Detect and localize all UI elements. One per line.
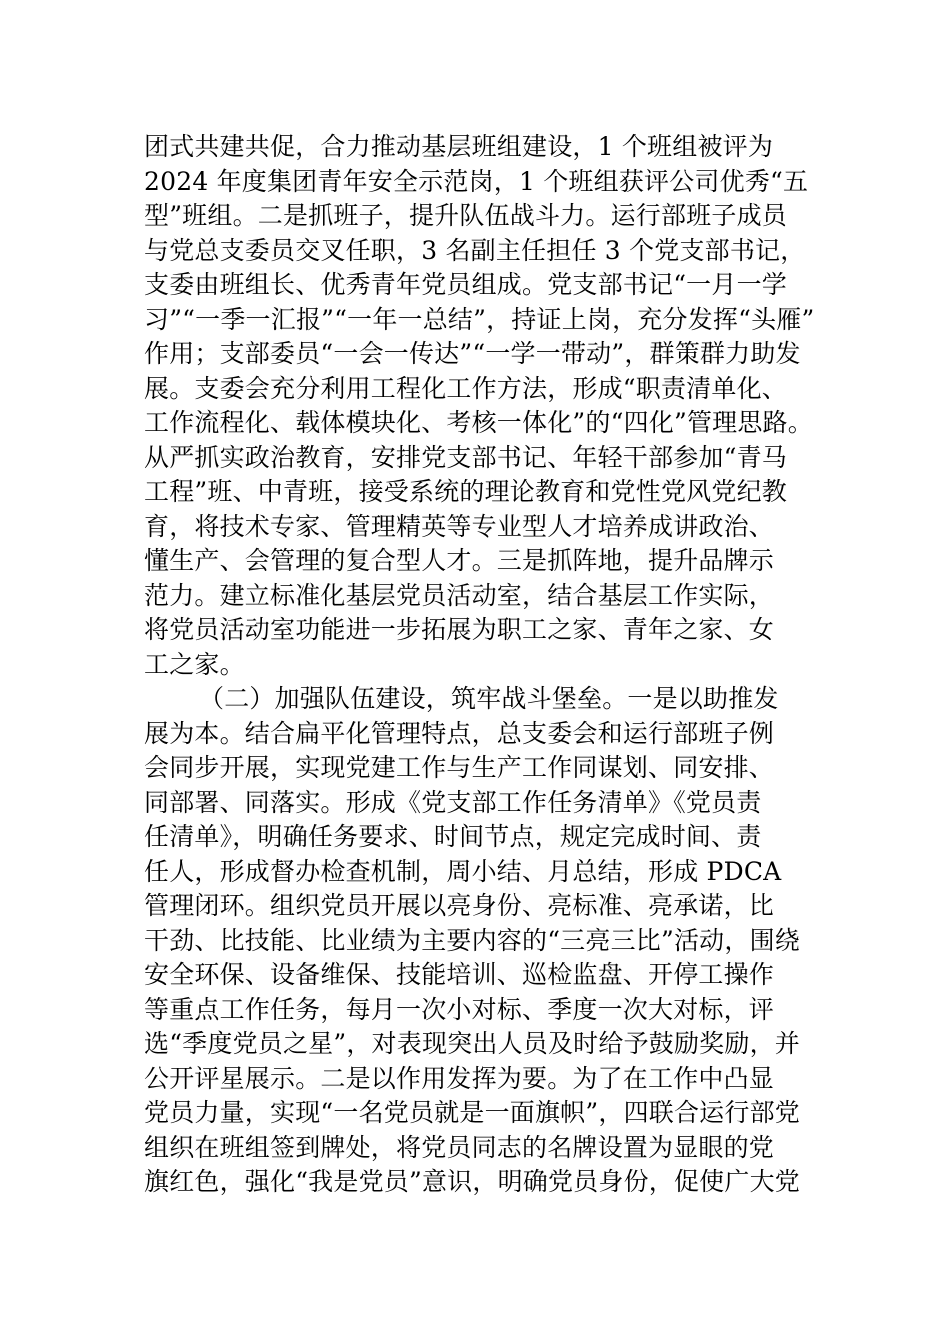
text-line: 任人，形成督办检查机制，周小结、月总结，形成 PDCA	[144, 856, 782, 886]
body-text	[144, 130, 824, 1200]
text-line: 将党员活动室功能进一步拓展为职工之家、青年之家、女	[144, 615, 775, 644]
text-line: 旗红色，强化“我是党员”意识，明确党员身份，促使广大党	[144, 1167, 800, 1196]
text-line: 任清单》，明确任务要求、时间节点，规定完成时间、责	[144, 822, 762, 851]
text-line: 党员力量，实现“一名党员就是一面旗帜”，四联合运行部党	[144, 1098, 800, 1127]
text-line: 懂生产、会管理的复合型人才。三是抓阵地，提升品牌示	[144, 546, 775, 575]
text-line: 工之家。	[144, 649, 245, 679]
text-line: 习”“一季一汇报”“一年一总结”，持证上岗，充分发挥“头雁”	[144, 304, 815, 334]
text-line: 等重点工作任务，每月一次小对标、季度一次大对标，评	[144, 994, 775, 1024]
text-line: 从严抓实政治教育，安排党支部书记、年轻干部参加“青马	[144, 442, 787, 472]
text-line: 展为本。结合扁平化管理特点，总支委会和运行部班子例	[144, 718, 775, 748]
text-line: 同部署、同落实。形成《党支部工作任务清单》《党员责	[144, 787, 762, 817]
text-line: 会同步开展，实现党建工作与生产工作同谋划、同安排、	[144, 753, 775, 782]
section-heading-line: （二）加强队伍建设，筑牢战斗堡垒。一是以助推发	[199, 684, 779, 713]
text-line: 团式共建共促，合力推动基层班组建设，1 个班组被评为	[144, 132, 774, 161]
text-line: 安全环保、设备维保、技能培训、巡检监盘、开停工操作	[144, 960, 775, 989]
text-line: 工程”班、中青班，接受系统的理论教育和党性党风党纪教	[144, 477, 787, 506]
text-line: 型”班组。二是抓班子，提升队伍战斗力。运行部班子成员	[144, 201, 787, 230]
text-line: 工作流程化、载体模块化、考核一体化”的“四化”管理思路。	[144, 408, 813, 437]
text-line: 与党总支委员交叉任职，3 名副主任担任 3 个党支部书记，	[144, 235, 806, 265]
text-line: 作用；支部委员“一会一传达”“一学一带动”，群策群力助发	[144, 339, 801, 368]
text-line: 管理闭环。组织党员开展以亮身份、亮标准、亮承诺，比	[144, 891, 775, 920]
text-line: 展。支委会充分利用工程化工作方法，形成“职责清单化、	[144, 373, 787, 403]
text-line: 干劲、比技能、比业绩为主要内容的“三亮三比”活动，围绕	[144, 925, 800, 955]
text-line: 公开评星展示。二是以作用发挥为要。为了在工作中凸显	[144, 1063, 775, 1093]
text-line: 2024 年度集团青年安全示范岗，1 个班组获评公司优秀“五	[144, 166, 809, 196]
text-line: 支委由班组长、优秀青年党员组成。党支部书记“一月一学	[144, 270, 787, 299]
text-line: 育，将技术专家、管理精英等专业型人才培养成讲政治、	[144, 511, 775, 541]
text-line: 范力。建立标准化基层党员活动室，结合基层工作实际，	[144, 580, 775, 610]
text-line: 选“季度党员之星”，对表现突出人员及时给予鼓励奖励，并	[144, 1029, 800, 1058]
text-line: 组织在班组签到牌处，将党员同志的名牌设置为显眼的党	[144, 1132, 775, 1162]
